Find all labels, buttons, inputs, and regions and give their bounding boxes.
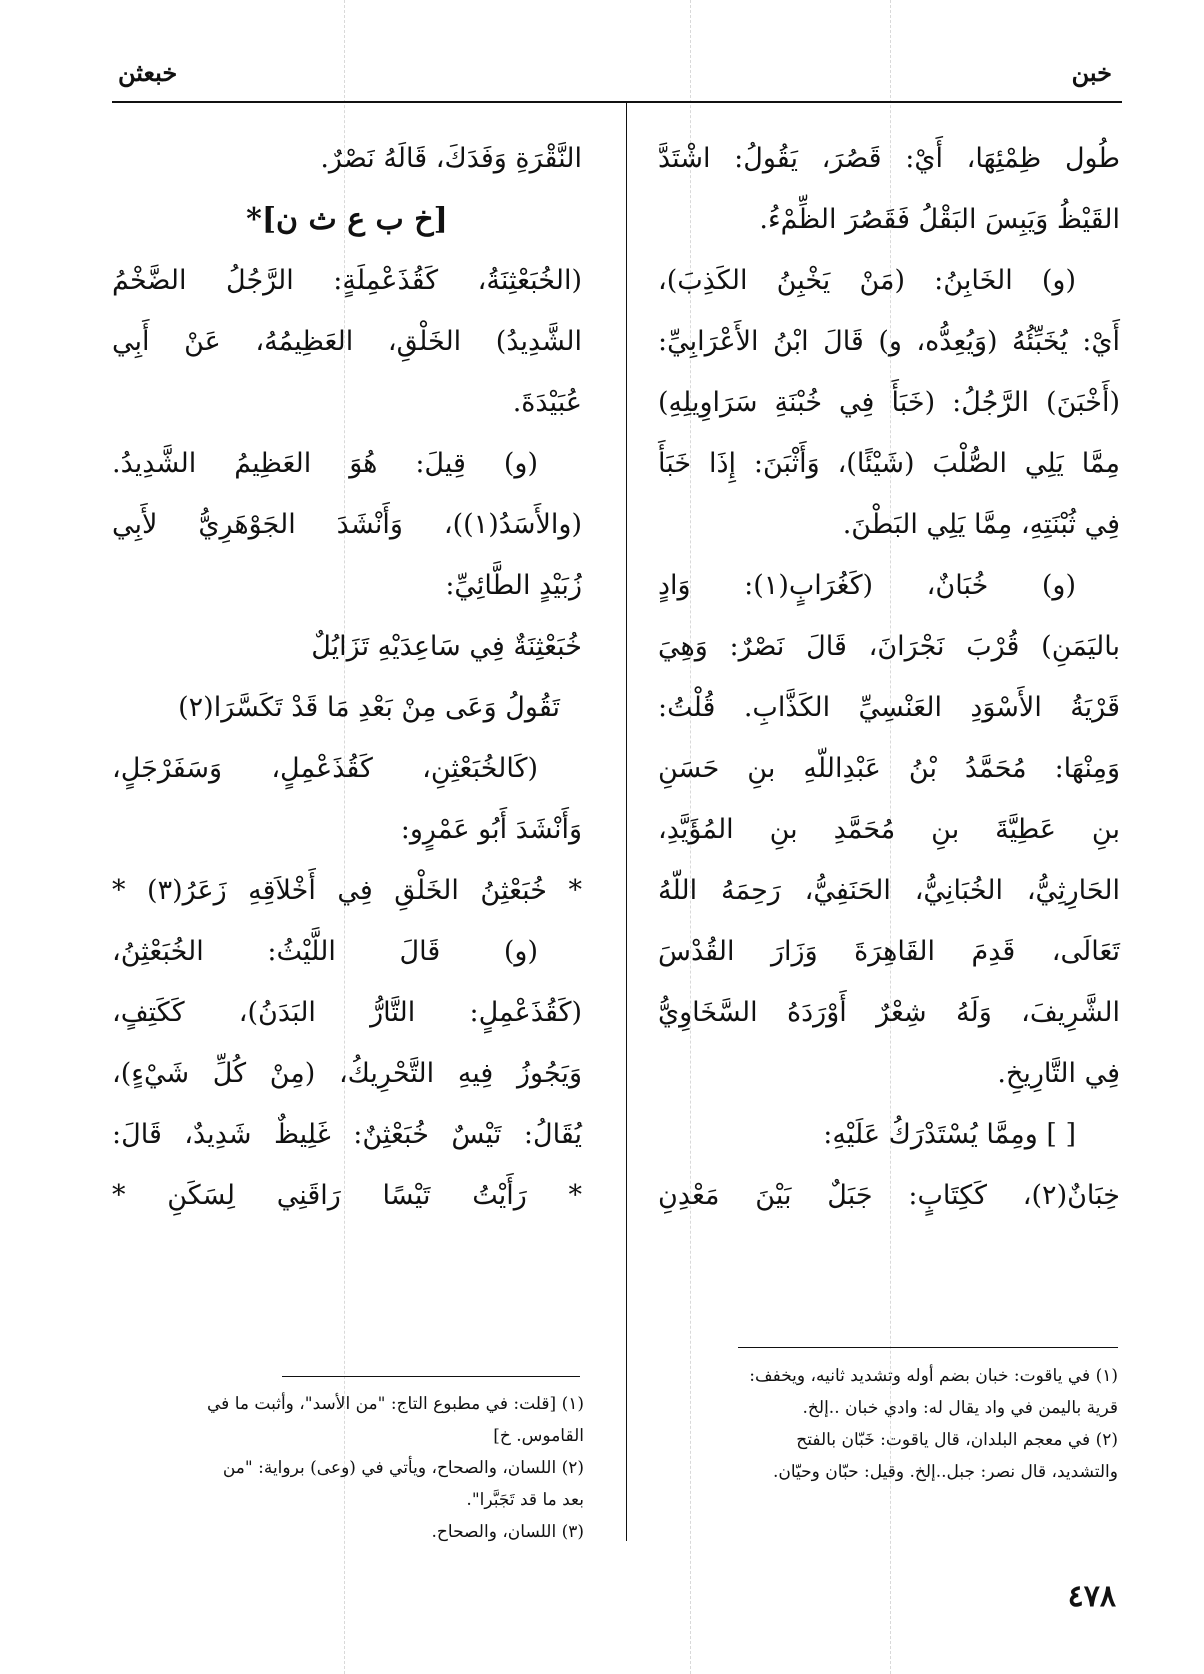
left-column bbox=[112, 128, 582, 1226]
text-line: القَيْظُ وَيَبِسَ البَقْلُ فَقَصُرَ الظِّمْءُ. bbox=[759, 204, 1120, 235]
text-line: أَيْ: يُخَبِّئُهُ (وَيُعِدُّه، و) قَالَ ابْنُ الأَعْرَابِيِّ: bbox=[658, 326, 1120, 357]
text-line: زُبَيْدٍ الطَّائِيِّ: bbox=[445, 570, 582, 601]
text-line: طُول ظِمْئِهَا، أَيْ: قَصُرَ، يَقُولُ: اشْتَدَّ bbox=[658, 143, 1120, 174]
footnote-line: (٢) في معجم البلدان، قال ياقوت: خَبّان بالفتح bbox=[796, 1430, 1118, 1450]
text-line: عُبَيْدَةَ. bbox=[512, 387, 582, 418]
verse-line: * خُبَعْثِنُ الخَلْقِ فِي أَخْلاَقِهِ زَعَرُ(٣) * bbox=[112, 875, 583, 906]
addendum-line: [ ] ومِمَّا يُسْتَدْرَكُ عَلَيْهِ: bbox=[823, 1119, 1076, 1150]
header-rule bbox=[112, 101, 1122, 103]
text-line: وَمِنْهَا: مُحَمَّدُ بْنُ عَبْدِاللّهِ بنِ حَسَنِ bbox=[658, 753, 1120, 784]
text-line: خِبَانٌ(٢)، كَكِتَابٍ: جَبَلٌ بَيْنَ مَعْدِنِ bbox=[658, 1180, 1120, 1211]
text-line: وَأَنْشَدَ أَبُو عَمْرٍو: bbox=[400, 814, 582, 845]
footnote-line: قرية باليمن في واد يقال له: وادي خبان ..إلخ. bbox=[802, 1398, 1118, 1418]
footnotes-left bbox=[112, 1388, 584, 1548]
text-line: الحَارِثِيُّ، الخُبَانِيُّ، الحَنَفِيُّ، رَحِمَهُ اللّهُ bbox=[658, 875, 1120, 906]
root-heading: [خ ب ع ث ن]* bbox=[246, 202, 448, 237]
text-line: النَّقْرَةِ وَفَدَكَ، قَالَهُ نَصْرٌ. bbox=[320, 143, 582, 174]
footnote-line: والتشديد، قال نصر: جبل..إلخ. وقيل: حبّان وحيّان. bbox=[772, 1462, 1118, 1482]
running-header-right: خبن bbox=[1071, 58, 1112, 87]
text-line: تَعَالَى، قَدِمَ القَاهِرَةَ وَزَارَ القُدْسَ bbox=[658, 936, 1120, 967]
footnote-rule bbox=[738, 1347, 1118, 1348]
footnote-rule bbox=[282, 1376, 580, 1377]
text-line: (الخُبَعْثِنَةُ، كَقُذَعْمِلَةٍ: الرَّجُلُ الضَّخْمُ bbox=[112, 265, 582, 296]
text-line: بنِ عَطِيَّةَ بنِ مُحَمَّدِ بنِ المُؤَيَّدِ، bbox=[658, 814, 1120, 845]
verse-line: خُبَعْثِنَةٌ فِي سَاعِدَيْهِ تَزَايُلٌ bbox=[311, 631, 582, 662]
entry-line: (كَالخُبَعْثِنِ، كَقُذَعْمِلٍ، وَسَفَرْجَلٍ، bbox=[112, 753, 538, 784]
footnote-line: القاموس. خ] bbox=[493, 1426, 584, 1446]
footnote-line: بعد ما قد تَجَبَّرا". bbox=[466, 1490, 584, 1510]
entry-line: (و) خُبَانٌ، (كَغُرَابٍ(١): وَادٍ bbox=[658, 570, 1076, 601]
column-divider bbox=[626, 101, 627, 1541]
text-line: الشَّرِيفَ، وَلَهُ شِعْرٌ أَوْرَدَهُ السَّخَاوِيُّ bbox=[658, 997, 1120, 1028]
text-line: الشَّدِيدُ) الخَلْقِ، العَظِيمُهُ، عَنْ أَبِي bbox=[112, 326, 582, 357]
text-line: باليَمَنِ) قُرْبَ نَجْرَانَ، قَالَ نَصْرٌ: وَهِيَ bbox=[658, 631, 1120, 662]
page-number: ٤٧٨ bbox=[1067, 1579, 1116, 1614]
text-line: يُقَالُ: تَيْسٌ خُبَعْثِنٌ: غَلِيظٌ شَدِيدٌ، قَالَ: bbox=[112, 1119, 582, 1150]
text-line: فِي التَّارِيخِ. bbox=[997, 1058, 1120, 1089]
footnote-line: (١) في ياقوت: خبان بضم أوله وتشديد ثانيه، ويخفف: bbox=[749, 1366, 1118, 1386]
footnotes-right bbox=[652, 1360, 1118, 1488]
footnote-line: (٣) اللسان، والصحاح. bbox=[431, 1522, 584, 1542]
text-line: مِمَّا يَلِي الصُّلْبَ (شَيْئًا)، وَأَثْبَنَ: إِذَا خَبَأَ bbox=[658, 448, 1120, 479]
entry-line: (و) قِيلَ: هُوَ العَظِيمُ الشَّدِيدُ. bbox=[112, 448, 538, 479]
running-header-left: خبعثن bbox=[118, 58, 178, 87]
footnote-line: (٢) اللسان، والصحاح، ويأتي في (وعى) برواية: "من bbox=[222, 1458, 584, 1478]
text-line: (أَخْبَنَ) الرَّجُلُ: (خَبَأَ فِي خُبْنَةِ سَرَاوِيلِهِ) bbox=[658, 387, 1120, 418]
entry-line: (و) قَالَ اللَّيْثُ: الخُبَعْثِنُ، bbox=[112, 936, 538, 967]
text-line: (والأَسَدُ(١))، وَأَنْشَدَ الجَوْهَرِيُّ لأَبِي bbox=[112, 509, 582, 540]
entry-line: (و) الخَابِنُ: (مَنْ يَخْبِنُ الكَذِبَ)، bbox=[658, 265, 1076, 296]
verse-line: تَقُولُ وَعَى مِنْ بَعْدِ مَا قَدْ تَكَسَّرَا(٢) bbox=[178, 692, 560, 723]
footnote-line: (١) [قلت: في مطبوع التاج: "من الأسد"، وأثبت ما في bbox=[207, 1394, 584, 1414]
text-line: قَرْيَةُ الأَسْوَدِ العَنْسِيِّ الكَذَّابِ. قُلْتُ: bbox=[658, 692, 1120, 723]
text-line: (كَقُذَعْمِلٍ: التَّارُّ البَدَنُ)، كَكَتِفٍ، bbox=[112, 997, 582, 1028]
right-column bbox=[658, 128, 1120, 1226]
text-line: وَيَجُوزُ فِيهِ التَّحْرِيكُ، (مِنْ كُلِّ شَيْءٍ)، bbox=[112, 1058, 582, 1089]
text-line: فِي ثُبْنَتِهِ، مِمَّا يَلِي البَطْنَ. bbox=[842, 509, 1120, 540]
verse-line: * رَأَيْتُ تَيْسًا رَاقَنِي لِسَكَنِ * bbox=[112, 1180, 582, 1211]
